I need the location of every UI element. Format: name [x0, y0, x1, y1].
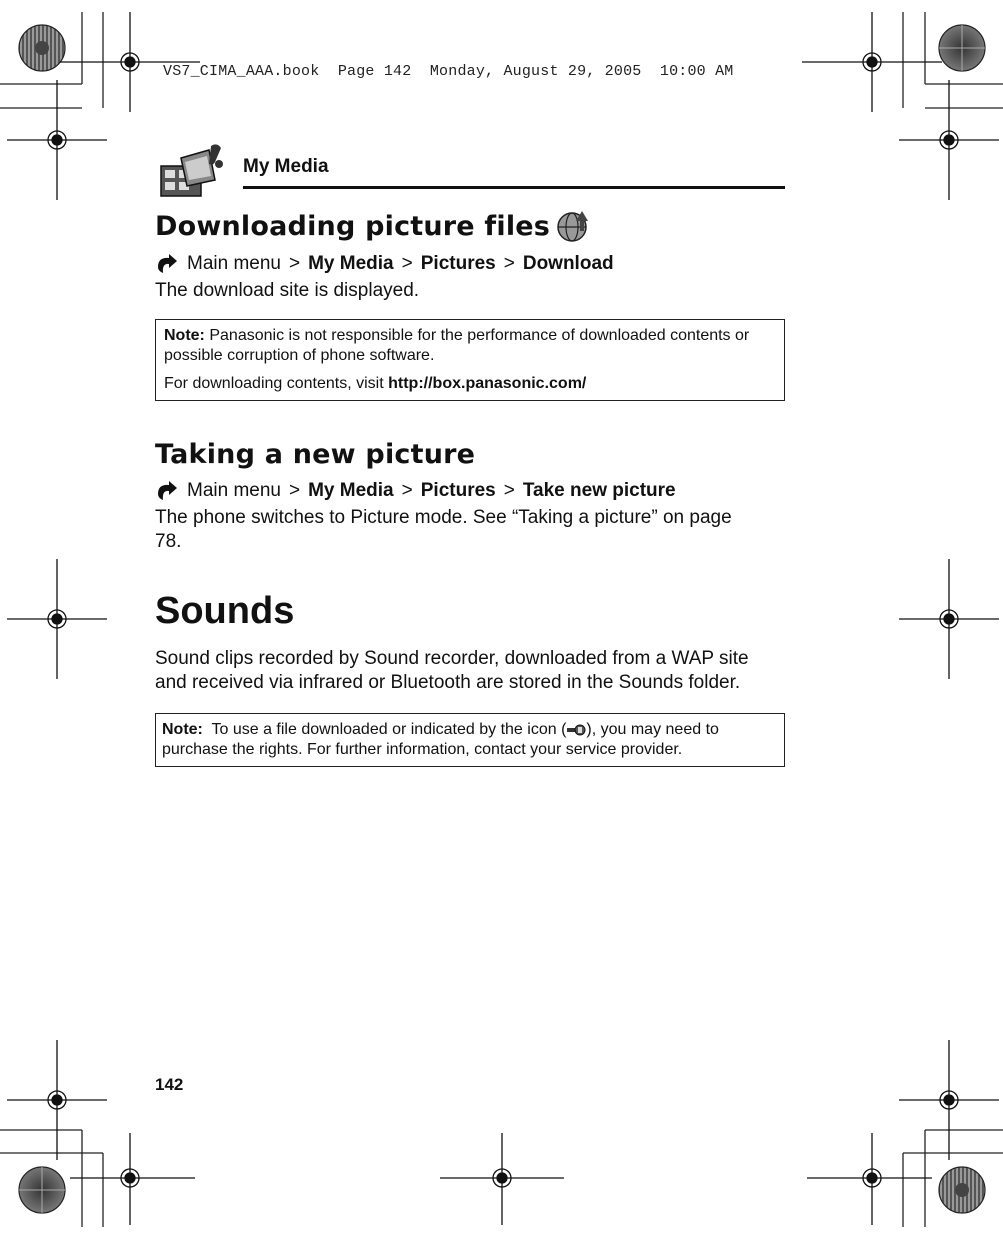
- take-picture-section: [155, 439, 785, 554]
- note-label: Note:: [162, 721, 203, 738]
- download-section: [155, 207, 785, 401]
- media-section-icon: [157, 140, 229, 202]
- path-item: My Media: [308, 253, 394, 274]
- path-item: Pictures: [420, 480, 496, 501]
- wap-globe-icon: [554, 207, 594, 245]
- note-text-before: To use a file downloaded or indicated by the icon (: [211, 721, 567, 738]
- take-picture-menu-path: Main menu > My Media > Pictures > Take new picture: [155, 480, 785, 502]
- download-heading: Downloading picture files: [155, 210, 551, 242]
- print-header: VS7_CIMA_AAA.book Page 142 Monday, August 29, 2005 10:00 AM: [163, 63, 734, 80]
- note-text: Panasonic is not responsible for the performance of downloaded contents or possible corruption of phone software.: [164, 327, 750, 364]
- panasonic-url-link[interactable]: http://box.panasonic.com/: [388, 375, 587, 392]
- note-visit-text: For downloading contents, visit: [164, 375, 384, 392]
- section-title: My Media: [243, 156, 329, 177]
- section-divider: [243, 186, 785, 189]
- download-note: [155, 319, 785, 401]
- rights-key-icon: [566, 723, 586, 737]
- sounds-section: [155, 590, 785, 767]
- sounds-note: [155, 713, 785, 767]
- download-description: The download site is displayed.: [155, 280, 420, 301]
- path-item: My Media: [308, 480, 394, 501]
- path-start: Main menu: [187, 480, 281, 501]
- path-item: Download: [522, 253, 614, 274]
- path-item: Take new picture: [522, 480, 676, 501]
- download-menu-path: Main menu > My Media > Pictures > Download: [155, 253, 785, 275]
- path-item: Pictures: [420, 253, 496, 274]
- section-header: [157, 140, 787, 198]
- note-text-after: ), you may need to purchase the rights. For further information, contact your service provider.: [162, 721, 719, 758]
- path-start: Main menu: [187, 253, 281, 274]
- arrow-right-icon: [155, 480, 179, 502]
- sounds-description: Sound clips recorded by Sound recorder, downloaded from a WAP site and received via infrared or Bluetooth are stored in the Sounds folder.: [155, 648, 749, 693]
- arrow-right-icon: [155, 253, 179, 275]
- take-picture-description: The phone switches to Picture mode. See “Taking a picture” on page 78.: [155, 507, 732, 552]
- page-number: 142: [155, 1075, 184, 1094]
- take-picture-heading: Taking a new picture: [155, 439, 476, 470]
- note-label: Note:: [164, 327, 205, 344]
- sounds-heading: Sounds: [155, 590, 295, 632]
